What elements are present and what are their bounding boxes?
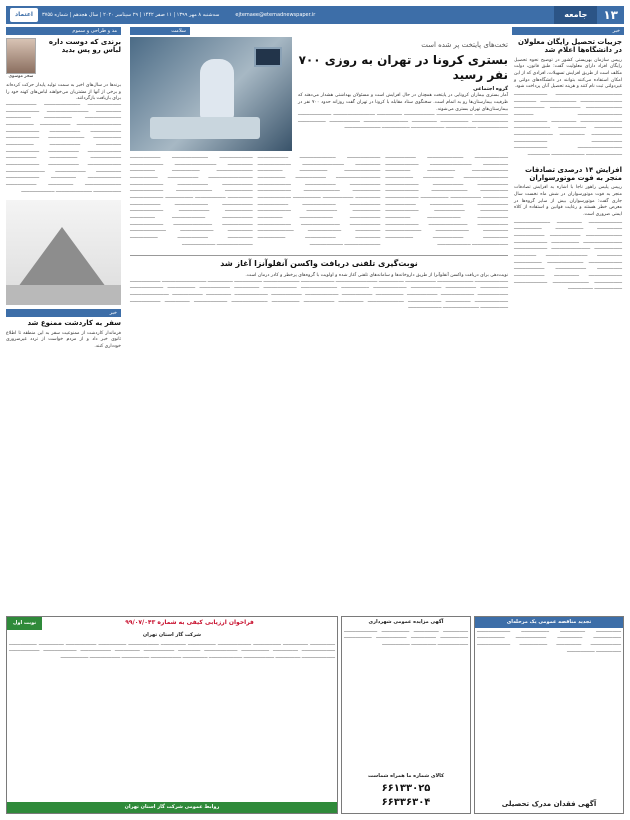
- ad-auction-box[interactable]: [341, 616, 471, 814]
- main-article-body: آمار بستری بیماران کرونایی در پایتخت همچنان در حال افزایش است و مسئولان بهداشتی هشدار می‌دهند که ظرفیت بیمارستان‌ها رو به اتمام است. سخنگوی ستاد مقابله با کرونا در تهران گفت روزانه حدود ۷۰۰ نفر در بیمارستان‌های تهران بستری می‌شوند.: [298, 93, 508, 112]
- ad2-phone-2: ۶۶۳۳۶۳۰۴: [381, 796, 431, 808]
- ad1-title: فراخوان ارزیابی کیفی به شماره ۹۹/۰۷/۰۴۳: [125, 619, 254, 627]
- author-portrait: [6, 38, 36, 74]
- ad2-body: ───────── ───────── ────────── ──────────── ────────── ───────── ─────────── ────────── ─────────── ───────── ──────────: [344, 629, 468, 649]
- filler-text: ──────────── ───────────── ─────────── ───────── ─────────────── ──────────── ───────────── ────────── ───────── ──────────────── ─────────── ────────── ─────────── ─────────── ──────────── ────────── ─────────────: [298, 113, 508, 132]
- ad1-subtitle: شرکت گاز استان تهران: [142, 631, 202, 638]
- filler-text: ──────────── ───────────── ─────────── ───────── ─────────────── ──────────── ───────────── ────────── ───────── ──────────────── ─────────── ────────── ─────────── ─────────── ──────────── ────────── ───────────── ──────────── ───────── ─────────── ────────── ──────────── ─────────── ──────────── ─────────── ────────── ─────────── ──────────── ─────────── ──────────── ───────── ─────────── ────────────── ──────────── ───────── ──────────── ───────────── ───────── ─────────── ────────── ───────────── ──────────── ───────── ─────────── ────────── ───────────── ────────────: [130, 279, 508, 312]
- fashion-article-title[interactable]: برندی که دوست داره لباس رو پس بدید: [48, 38, 121, 55]
- ad1-footer: روابط عمومی شرکت گاز استان تهران: [7, 802, 337, 813]
- ad-gas-company-box[interactable]: [6, 616, 338, 814]
- page-number: ۱۳: [603, 7, 618, 22]
- ad2-title: آگهی مزایده عمومی شهرداری: [368, 619, 444, 625]
- left-column-label-2: خبر: [6, 309, 121, 317]
- filler-text: ──────────── ───────────── ─────────── ───────── ─────────────── ──────────── ───────────── ────────── ───────── ──────────────── ─────────── ────────── ─────────── ─────────── ──────────── ────────── ───────────── ──────────── ───────── ─────────── ────────── ──────────── ─────────── ──────────── ─────────── ────────── ─────────── ──────────── ─────────── ──────────── ───────── ─────────── ────────────── ──────────── ───────── ──────────── ───────────── ───────── ─────────── ────────── ───────────── ────────────: [6, 103, 121, 195]
- left-column: [6, 27, 121, 351]
- advertisement-area: [6, 616, 624, 814]
- page-header: [6, 6, 624, 24]
- ad3-title: تجدید مناقصه عمومی یک مرحله‌ای: [475, 617, 623, 628]
- travel-ban-body: فرماندار کارد‌شت از ممنوعیت سفر به این منطقه تا اطلاع ثانوی خبر داد و از مردم خواست از تردد غیرضروری خودداری کنند.: [6, 330, 121, 349]
- ad2-phone-title: کالای شماره ما همراه شماست: [368, 773, 444, 780]
- ad1-badge: نوبت اول: [7, 617, 42, 630]
- article-column-1: ──────────── ───────────── ─────────── ───────── ─────────────── ──────────── ───────────── ────────── ───────── ──────────────── ─────────── ────────── ─────────── ─────────── ──────────── ────────── ───────────── ──────────── ───────── ─────────── ────────── ──────────── ─────────── ──────────── ─────────── ────────── ─────────── ──────────── ─────────── ──────────── ───────── ─────────── ────────────── ──────────── ───────── ──────────── ───────────── ───────── ─────────── ────────── ───────────── ────────────: [385, 156, 508, 248]
- hospital-photo: [130, 37, 292, 151]
- section-title: جامعه: [554, 6, 597, 24]
- byline: گروه اجتماعی: [473, 86, 508, 93]
- left-column-label: مد و طراحی و سموم: [6, 27, 121, 35]
- article-column-2: ──────────── ───────────── ─────────── ───────── ─────────────── ──────────── ───────────── ────────── ───────── ──────────────── ─────────── ────────── ─────────── ─────────── ──────────── ────────── ───────────── ──────────── ───────── ─────────── ────────── ──────────── ─────────── ──────────── ─────────── ────────── ─────────── ──────────── ─────────── ──────────── ───────── ─────────── ────────────── ──────────── ───────── ──────────── ───────────── ───────── ─────────── ────────── ───────────── ────────────: [257, 156, 381, 248]
- middle-column-label: سلامت: [130, 27, 190, 35]
- email-address[interactable]: ejtemaee@etemadnewspaper.ir: [235, 11, 316, 18]
- sculpture-photo: [6, 200, 121, 305]
- ad3-body: ───────── ───────── ────────── ──────────── ────────── ───────── ─────────── ────────── ─────────── ───────── ────────── ──────────── ───────── ──────────: [477, 629, 621, 655]
- vaccine-subheadline[interactable]: نوبت‌گیری تلفنی دریافت واکسن آنفلوآنزا آغاز شد: [220, 259, 418, 269]
- ad2-phone-1: ۶۶۱۳۳۰۲۵: [381, 783, 431, 794]
- fashion-article-body: برندها در سال‌های اخیر به سمت تولید پایدار حرکت کرده‌اند و برخی از آنها از مشتریان می‌خواهند لباس‌های کهنه خود را برای بازیافت بازگردانند.: [6, 83, 121, 102]
- middle-column: [130, 27, 508, 313]
- article-body-education: رییس سازمان بهزیستی کشور در توضیح نحوه تحصیل رایگان افراد دارای معلولیت گفت: طبق قانون، دولت مکلف است از طریق افزایش تسهیلات، افرادی که از این امکان استفاده می‌کنند بتوانند در دانشگاه‌های دولتی و غیردولتی ثبت نام کنند و هزینه تحصیل آنان پرداخت شود.: [514, 57, 622, 90]
- article-title-accidents[interactable]: افزایش ۱۴ درصدی تصادفات منجر به فوت موتورسواران: [525, 165, 622, 183]
- headline-kicker: تخت‌های پایتخت پر شده است: [421, 41, 508, 49]
- author-name: سحر موسوی: [8, 74, 34, 79]
- ad-tender-box[interactable]: [474, 616, 624, 814]
- vaccine-article-body: نوبت‌دهی برای دریافت واکسن آنفلوآنزا از طریق داروخانه‌ها و سامانه‌های تلفنی آغاز شده و اولویت با گروه‌های پرخطر و کادر درمان است.: [245, 272, 508, 278]
- right-column-label: خبر: [512, 27, 624, 35]
- ad3-subtitle: آگهی فقدان مدرک تحصیلی: [501, 799, 597, 808]
- newspaper-logo: اعتماد: [10, 8, 38, 22]
- main-headline[interactable]: بستری کرونا در تهران به روزی ۷۰۰ نفر رسید: [298, 53, 508, 83]
- filler-text: ──────────────────────── ──────────── ─────────────── ───────────── ──────── ───────────── ─────────── ─────────── ──────────────── ─────── ─────────────── ───────── ──────────── ────────── ────────── ───────────── ─────────── ───────── ────────────── ─────────── ──────────── ──────────────── ──────────── ───────────── ──────────── ────────: [514, 93, 622, 158]
- article-body-accidents: رییس پلیس راهور ناجا با اشاره به افزایش تصادفات منجر به فوت موتورسواران در شش ماه نخست سال جاری گفت: موتورسواران بیش از سایر گروه‌ها در معرض خطر هستند و رعایت قوانین و استفاده از کلاه ایمنی ضروری است.: [514, 185, 622, 218]
- ad1-body: ───────── ───────── ────────── ──────────── ────────── ───────── ─────────── ────────── ─────────── ───────── ────────── ──────────── ───────── ────────── ──────────── ──────── ─────────── ───────── ─────────── ──────────── ─────────── ──────────── ───────── ─────────── ──────────── ───────── ─────────── ────────── ─────────── ──────────: [9, 642, 335, 661]
- issue-dates: سه‌شنبه ۸ مهر ۱۳۹۹ | ۱۱ صفر ۱۴۴۲ | ۲۹ سپتامبر ۲۰۲۰ | سال هجدهم | شماره ۳۷۵۵: [42, 11, 220, 18]
- travel-ban-title[interactable]: سفر به کارد‌شت ممنوع شد: [27, 319, 121, 328]
- article-column-3: ──────────── ───────────── ─────────── ───────── ─────────────── ──────────── ───────────── ────────── ───────── ──────────────── ─────────── ────────── ─────────── ─────────── ──────────── ────────── ───────────── ──────────── ───────── ─────────── ────────── ──────────── ─────────── ──────────── ─────────── ────────── ─────────── ──────────── ─────────── ──────────── ───────── ─────────── ────────────── ──────────── ───────── ──────────── ───────────── ───────── ─────────── ────────── ───────────── ────────────: [129, 156, 253, 248]
- article-title-education[interactable]: جزییات تحصیل رایگان معلولان در دانشگاه‌ها اعلام شد: [518, 38, 622, 55]
- filler-text: ──────────── ───────── ───────────── ───────── ────────── ────────── ───────────── ─────────── ─────────── ────────────── ────────── ──────────── ────────── ────────────── ──────────── ───────── ─────────────── ──────── ──────────── ───────────── ────────── ───────── ─────────── ─────────── ──────────── ───────── ─────────── ────────── ───────────── ──────────── ────────── ─────────: [514, 220, 622, 293]
